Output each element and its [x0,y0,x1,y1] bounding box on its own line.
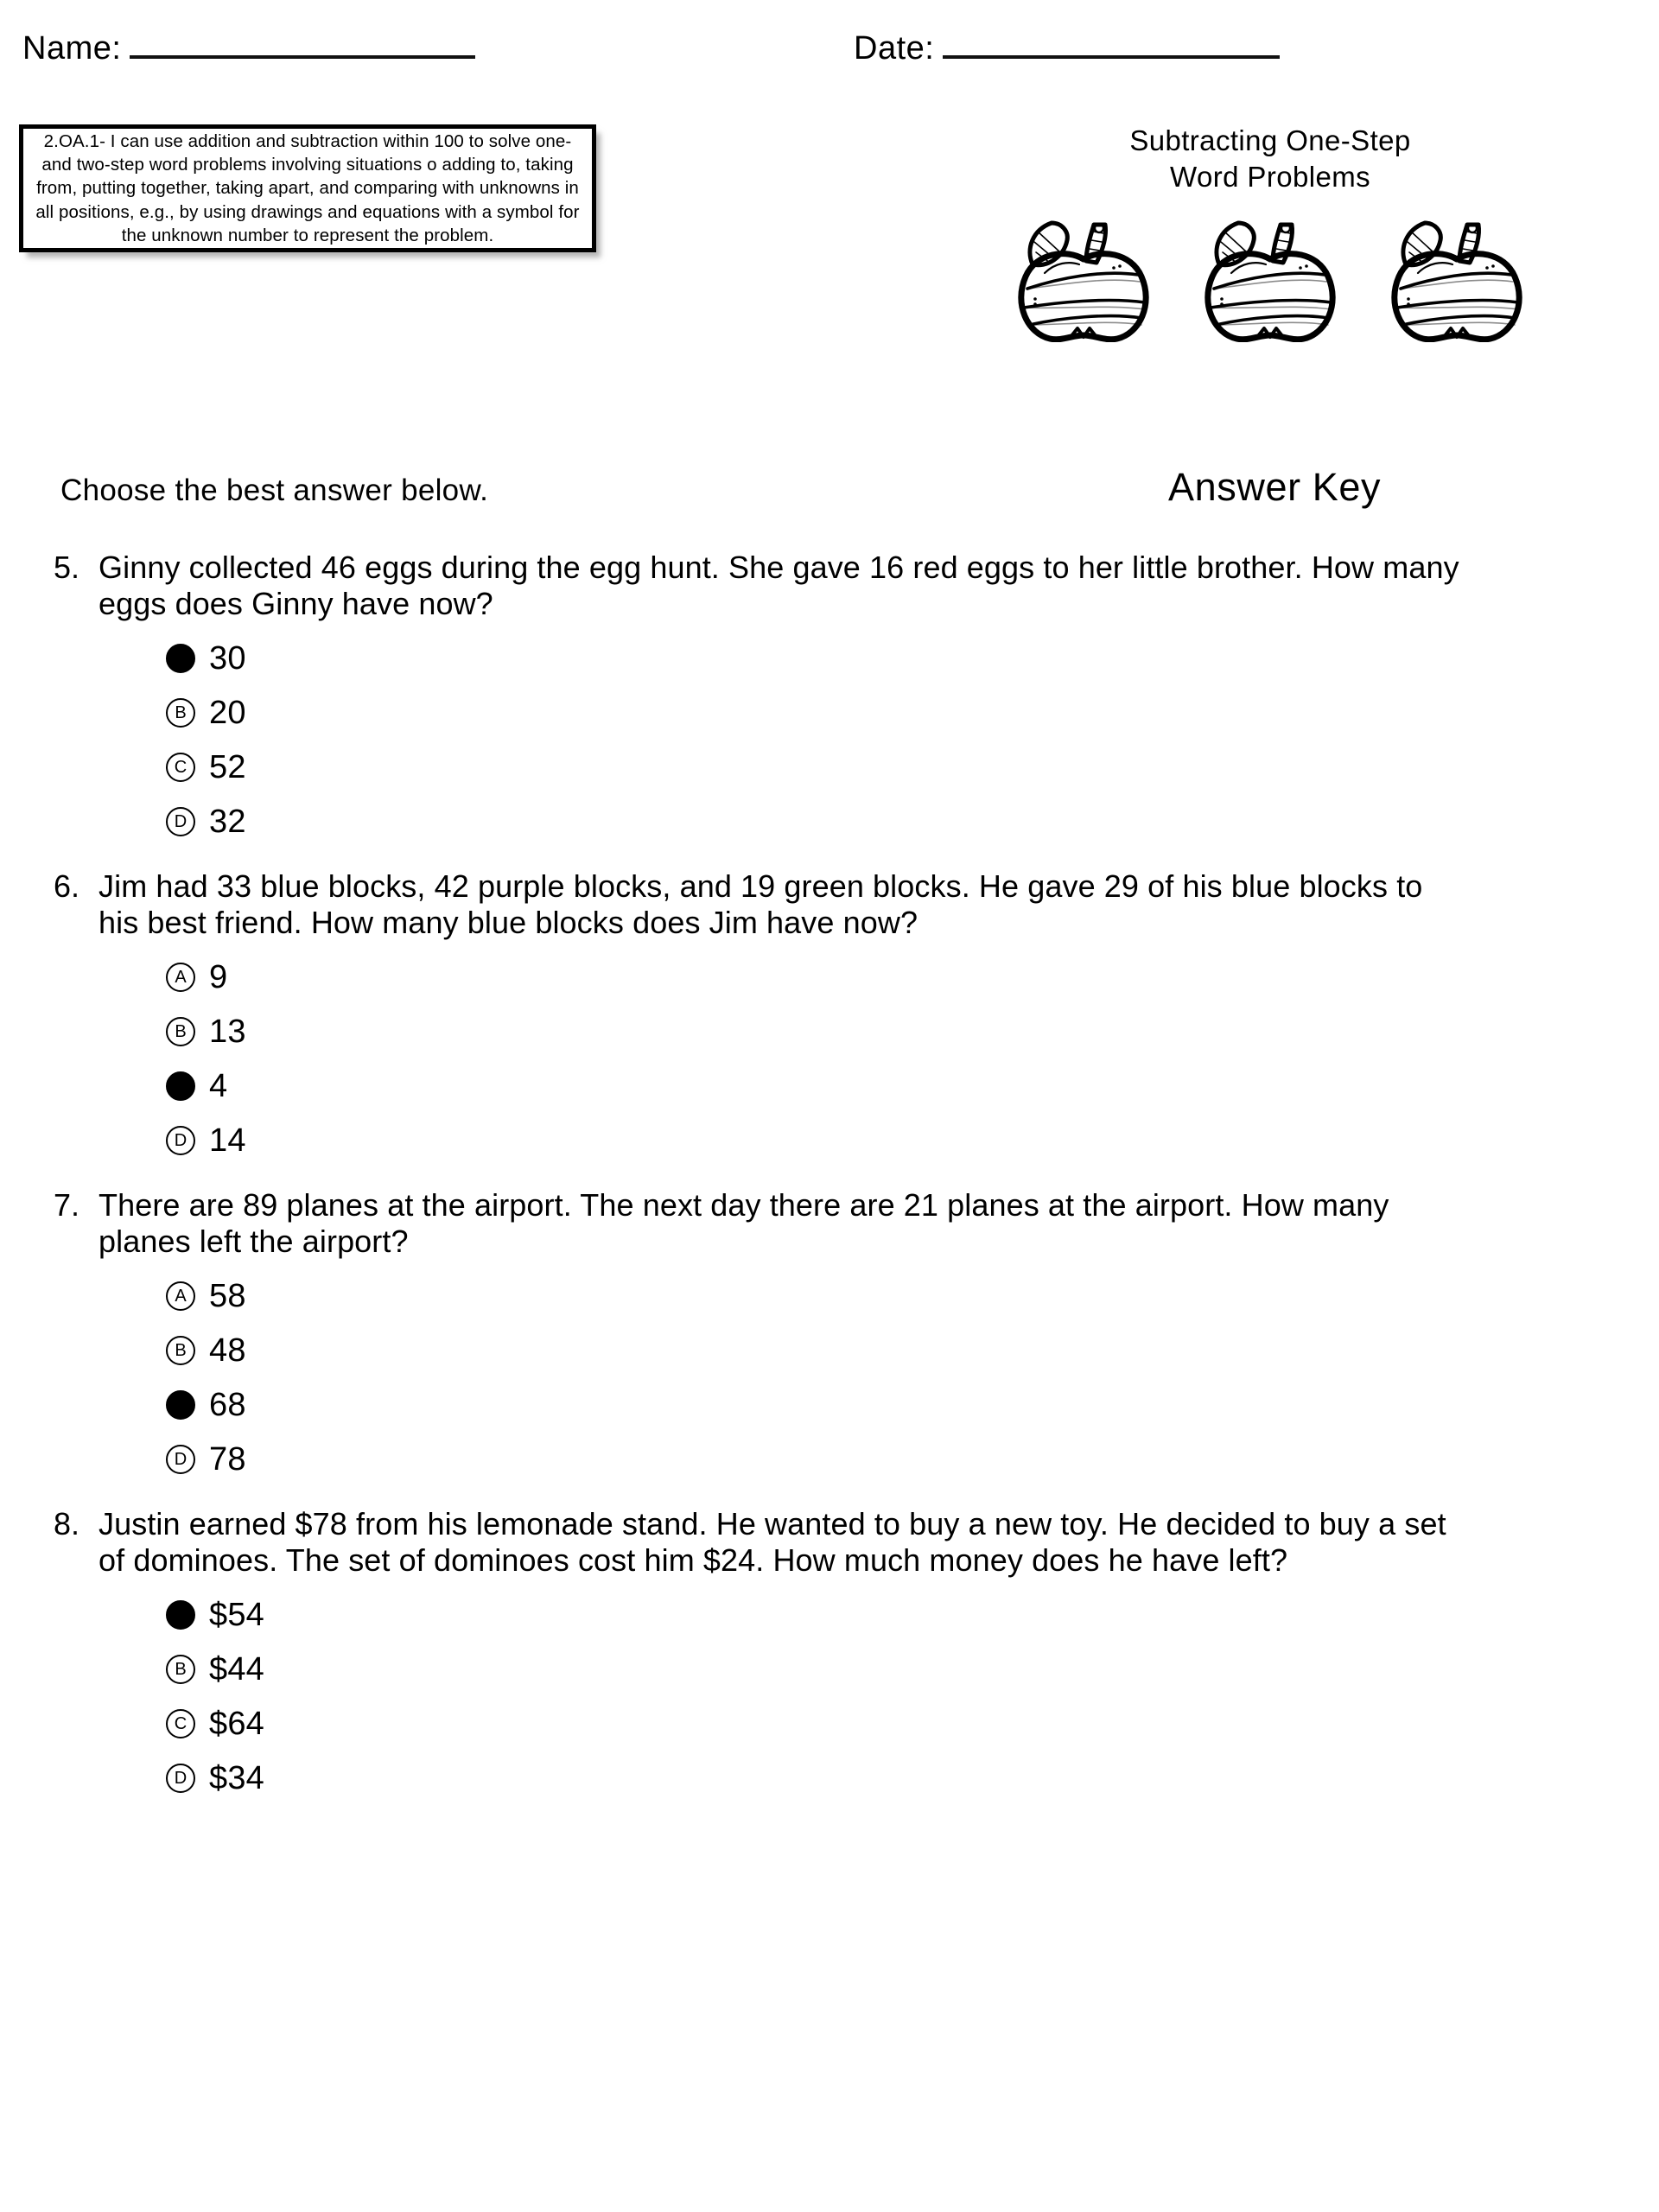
answer-option[interactable] [166,1005,1659,1059]
option-value: 14 [209,1122,246,1160]
answer-option[interactable] [166,1751,1659,1806]
standard-text: 2.OA.1- I can use addition and subtraction within 100 to solve one- and two-step word problems involving situations o adding to, taking from, putting together, taking apart, and comparing with unknowns in all positions, e.g., by using drawings and equations with a symbol for the unknown number to represent the problem. [35,130,580,245]
question-item [0,1506,1659,1806]
option-bubble-icon[interactable]: B [166,1655,195,1684]
apple-icon [1380,214,1534,342]
answer-options [166,1269,1659,1487]
apple-icon [1193,214,1347,342]
answer-key-label: Answer Key [1168,465,1382,509]
option-bubble-icon[interactable]: D [166,1126,195,1155]
question-head [0,1187,1659,1261]
answer-option[interactable] [166,950,1659,1005]
option-value: 4 [209,1068,228,1105]
question-head [0,550,1659,623]
answer-option[interactable] [166,741,1659,795]
answer-option[interactable] [166,1643,1659,1697]
worksheet-title [1002,123,1538,195]
option-bubble-icon[interactable]: B [166,1017,195,1046]
answer-option[interactable] [166,1378,1659,1433]
option-bubble-filled-icon[interactable] [166,1071,195,1101]
option-value: 48 [209,1332,246,1370]
option-value: 9 [209,959,228,996]
question-head [0,1506,1659,1580]
option-bubble-icon[interactable]: C [166,1709,195,1738]
option-value: $44 [209,1651,265,1688]
apple-decoration [1007,214,1160,342]
option-value: 20 [209,695,246,732]
apple-decoration [1380,214,1534,342]
name-label: Name: [22,30,122,67]
date-write-line[interactable] [943,29,1280,59]
question-item [0,550,1659,849]
answer-options [166,950,1659,1168]
option-value: $54 [209,1597,265,1634]
option-value: 52 [209,749,246,786]
option-bubble-icon[interactable]: C [166,753,195,782]
instruction-text: Choose the best answer below. [60,474,489,507]
question-text: Justin earned $78 from his lemonade stand. He wanted to buy a new toy. He decided to buy a set of dominoes. The set of dominoes cost him $24. How much money does he have left? [99,1505,1446,1579]
title-line-2: Word Problems [1170,161,1370,194]
title-line-1: Subtracting One-Step [1129,124,1411,156]
name-write-line[interactable] [130,29,475,59]
apple-icon [1007,214,1160,342]
option-bubble-filled-icon[interactable] [166,1390,195,1420]
answer-option[interactable] [166,1433,1659,1487]
question-head [0,868,1659,942]
question-text: Jim had 33 blue blocks, 42 purple blocks, and 19 green blocks. He gave 29 of his blue blocks to his best friend. How many blue blocks does Jim have now? [99,868,1423,941]
option-value: $64 [209,1706,265,1743]
answer-option[interactable] [166,632,1659,686]
answer-option[interactable] [166,1588,1659,1643]
apple-decoration [1193,214,1347,342]
question-number: 6. [53,868,79,904]
name-date-row [0,29,1659,81]
option-value: 32 [209,804,246,841]
option-value: 78 [209,1441,246,1478]
option-bubble-filled-icon[interactable] [166,644,195,673]
option-bubble-filled-icon[interactable] [166,1600,195,1630]
date-field-group [854,29,1280,65]
answer-option[interactable] [166,1697,1659,1751]
answer-option[interactable] [166,1324,1659,1378]
answer-options [166,1588,1659,1806]
answer-option[interactable] [166,1269,1659,1324]
option-bubble-icon[interactable]: B [166,1336,195,1365]
answer-option[interactable] [166,1059,1659,1114]
option-value: 68 [209,1387,246,1424]
option-value: 58 [209,1278,246,1315]
standard-callout-box [19,124,596,252]
date-label: Date: [854,30,935,67]
question-number: 8. [53,1505,79,1541]
option-bubble-icon[interactable]: B [166,698,195,728]
questions-list [0,550,1659,1825]
option-value: 30 [209,640,246,677]
question-item [0,1187,1659,1487]
option-value: 13 [209,1014,246,1051]
question-text: Ginny collected 46 eggs during the egg hunt. She gave 16 red eggs to her little brother. How many eggs does Ginny have now? [99,550,1459,622]
answer-options [166,632,1659,849]
answer-option[interactable] [166,1114,1659,1168]
option-bubble-icon[interactable]: A [166,963,195,992]
name-field-group [22,29,475,65]
option-value: $34 [209,1760,265,1797]
option-bubble-icon[interactable]: A [166,1281,195,1311]
question-number: 7. [53,1186,79,1223]
question-text: There are 89 planes at the airport. The next day there are 21 planes at the airport. How many planes left the airport? [99,1186,1389,1260]
option-bubble-icon[interactable]: D [166,1764,195,1793]
option-bubble-icon[interactable]: D [166,807,195,836]
apple-decorations [1007,214,1534,344]
answer-option[interactable] [166,686,1659,741]
option-bubble-icon[interactable]: D [166,1445,195,1474]
question-item [0,868,1659,1168]
question-number: 5. [53,550,79,585]
answer-option[interactable] [166,795,1659,849]
